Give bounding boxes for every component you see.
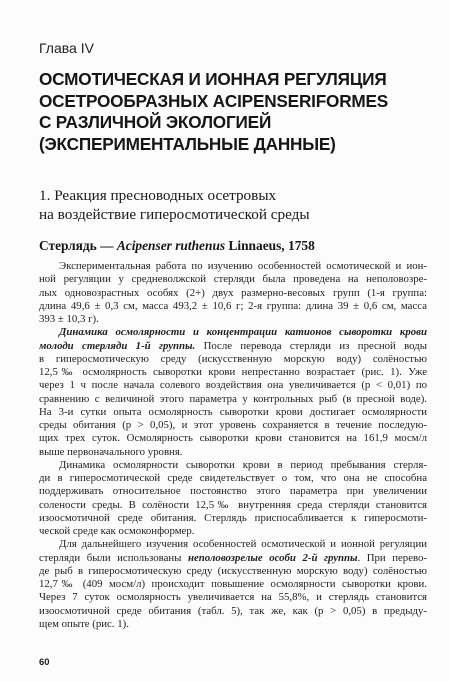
species-latin-name: Acipenser ruthenus (116, 238, 226, 253)
text-line: сравнению с величиной этого параметра у контрольных рыб (в пресной воде). (39, 392, 427, 405)
emphasis-text: неполовозрелые особи 2-й группы (187, 551, 358, 564)
text-line: 12,7‰ (409 мосм/л) происходит повышение осмолярности сыворотки крови. (39, 578, 427, 590)
text-line: через 1 ч после начала солевого воздействия она увеличивается (p < 0,01) по (39, 379, 427, 392)
text-line: среды обитания (p > 0,05), и этот уровень сохраняется в течение последую- (39, 419, 427, 431)
text-line: де рыб в гиперосмотическую среду (искусственную морскую воду) солёностью (39, 564, 427, 577)
text-line: изоосмотичной среде обитания (табл. 5), так же, как (p > 0,05) в предыду- (39, 604, 427, 617)
page-number: 60 (39, 657, 50, 668)
text-line: длина 49,6 ± 0,3 см, масса 493,2 ± 10,6 г; 2-я группа: длина 39 ± 0,6 см, масса (39, 299, 427, 312)
text-fragment: стерляди были использованы (39, 551, 188, 564)
text-line: солености среды. В солёности 12,5‰ внутренняя среда стерляди становится (39, 498, 427, 511)
body-text (39, 260, 427, 631)
text-line: Экспериментальная работа по изучению особенностей осмотической и ион- (59, 260, 427, 272)
species-heading (39, 238, 315, 254)
chapter-title-line: ОСЕТРООБРАЗНЫХ ACIPENSERIFORMES (39, 90, 389, 111)
text-fragment: . При перево- (357, 551, 427, 564)
text-line: ческой среде как осмоконформер. (39, 525, 195, 537)
text-line: 12,5‰ осмолярность сыворотки крови непрестанно возрастает (рис. 1). Уже (39, 366, 427, 378)
chapter-title-line: ОСМОТИЧЕСКАЯ И ИОННАЯ РЕГУЛЯЦИЯ (39, 69, 387, 89)
text-line: в гиперосмотическую среду (искусственную морскую воду) солёностью (39, 352, 427, 365)
text-line: На 3-и сутки опыта осмолярность сыворотки крови достигает осмолярности (39, 405, 427, 418)
chapter-title (39, 69, 439, 155)
text-line: Через 7 суток осмолярность увеличивается на 55,8%, и стерлядь становится (39, 591, 427, 604)
chapter-label: Глава IV (39, 40, 94, 56)
species-common-name: Стерлядь — (39, 238, 117, 253)
section-heading-line: 1. Реакция пресноводных осетровых (39, 187, 277, 204)
emphasis-text: молоди стерляди 1-й группы. (39, 339, 196, 352)
text-line (39, 340, 427, 353)
text-line: Динамика осмолярности сыворотки крови в период пребывания стерля- (59, 458, 427, 471)
text-line: лых одновозрастных особях (2+) двух размерно-весовых групп (1-я группа: (39, 286, 427, 299)
chapter-title-line: (ЭКСПЕРИМЕНТАЛЬНЫЕ ДАННЫЕ) (39, 133, 336, 154)
text-line: 393 ± 10,3 г). (39, 313, 99, 325)
text-fragment: После перевода стерляди из пресной воды (195, 339, 427, 352)
text-line-emphasis: Динамика осмолярности и концентрации катионов сыворотки крови (59, 326, 427, 339)
text-line: ди в гиперосмотической среде свидетельствует о том, что она не способна (39, 472, 427, 484)
chapter-title-line: С РАЗЛИЧНОЙ ЭКОЛОГИЕЙ (39, 112, 272, 133)
section-heading-line: на воздействие гиперосмотической среды (39, 205, 310, 223)
text-line: щих трех суток. Осмолярность сыворотки крови становится на 161,9 мосм/л (39, 432, 427, 445)
text-line: Для дальнейшего изучения особенностей осмотической и ионной регуляции (59, 538, 427, 551)
text-line (39, 552, 427, 565)
text-line: выше первоначального уровня. (39, 445, 183, 458)
text-line: ной регуляции у средневолжской стерляди была проведена на неполовозре- (39, 273, 427, 286)
text-line: изоосмотичной среде обитания. Стерлядь приспосабливается к гиперосмоти- (39, 511, 427, 524)
section-heading (39, 187, 310, 224)
text-line: щем опыте (рис. 1). (39, 617, 129, 630)
text-line: поддерживать относительное постоянство этого параметра при увеличении (39, 485, 427, 498)
species-author: Linnaeus, 1758 (225, 238, 315, 253)
